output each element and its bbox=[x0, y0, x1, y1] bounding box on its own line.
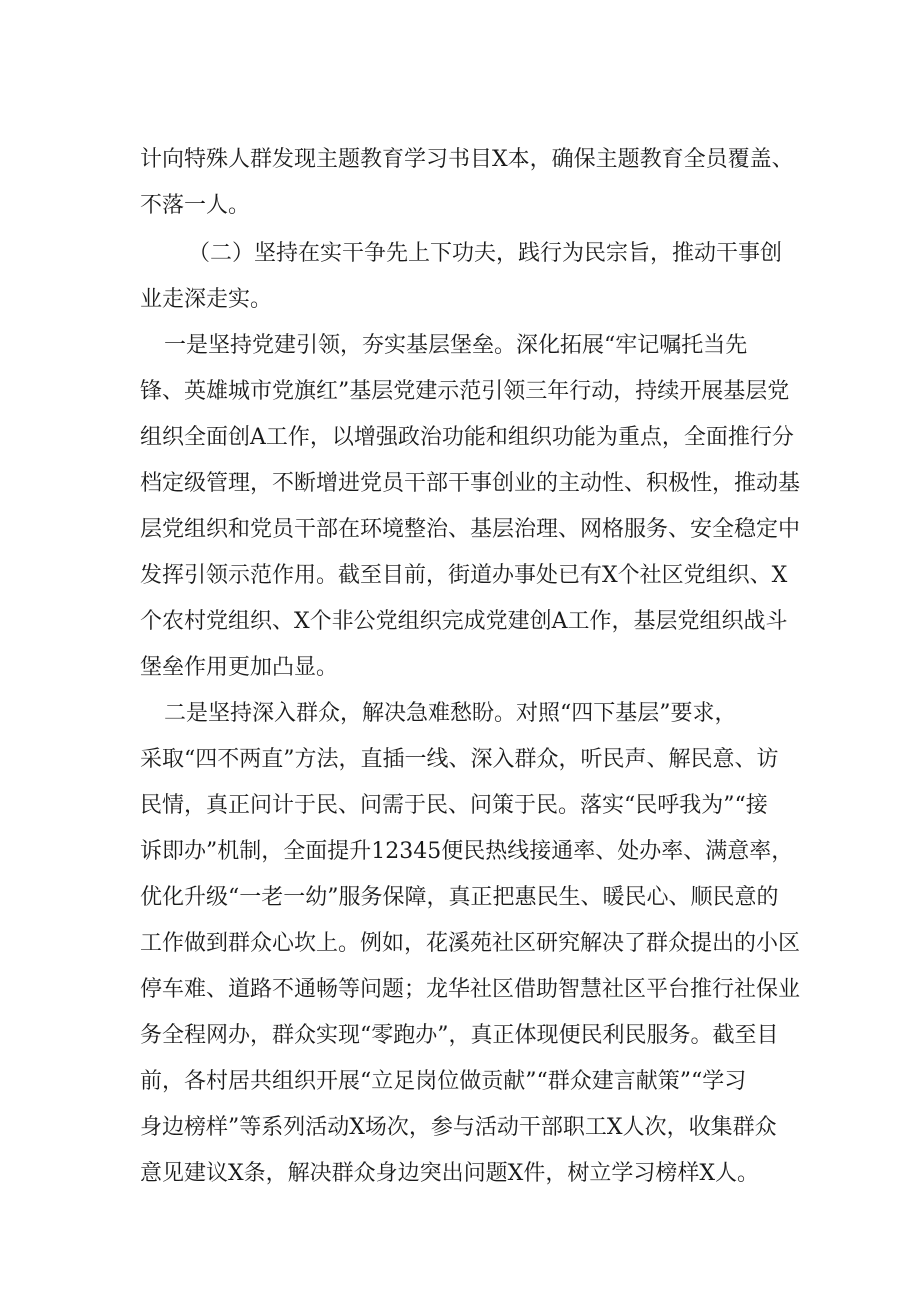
text-line: 采取“四不两直”方法，直插一线、深入群众，听民声、解民意、访 bbox=[140, 747, 779, 772]
text-line: 计向特殊人群发现主题教育学习书目X本，确保主题教育全员覆盖、 bbox=[140, 147, 794, 172]
text-line: 前，各村居共组织开展“立足岗位做贡献”“群众建言献策”“学习 bbox=[140, 1069, 747, 1094]
section-heading-line: 业走深走实。 bbox=[140, 287, 273, 312]
text-line: 意见建议X条，解决群众身边突出问题X件，树立学习榜样X人。 bbox=[140, 1161, 759, 1186]
section-heading-line: （二）坚持在实干争先上下功夫，践行为民宗旨，推动干事创 bbox=[188, 241, 783, 266]
text-line: 发挥引领示范作用。截至目前，街道办事处已有X个社区党组织、X bbox=[140, 563, 788, 588]
text-line: 停车难、道路不通畅等问题；龙华社区借助智慧社区平台推行社保业 bbox=[140, 977, 801, 1002]
text-line: 堡垒作用更加凸显。 bbox=[140, 655, 339, 680]
text-line: 工作做到群众心坎上。例如，花溪苑社区研究解决了群众提出的小区 bbox=[140, 931, 801, 956]
text-line: 组织全面创A工作，以增强政治功能和组织功能为重点，全面推行分 bbox=[140, 425, 794, 450]
text-line: 务全程网办，群众实现“零跑办”，真正体现便民利民服务。截至目 bbox=[140, 1023, 779, 1048]
text-line: 身边榜样”等系列活动X场次，参与活动干部职工X人次，收集群众 bbox=[140, 1115, 777, 1140]
text-line: 档定级管理，不断增进党员干部干事创业的主动性、积极性，推动基 bbox=[140, 471, 801, 496]
text-line: 民情，真正问计于民、问需于民、问策于民。落实“民呼我为”“接 bbox=[140, 793, 768, 818]
text-line: 个农村党组织、X个非公党组织完成党建创A工作，基层党组织战斗 bbox=[140, 609, 788, 634]
text-line: 不落一人。 bbox=[140, 193, 251, 218]
text-line: 层党组织和党员干部在环境整治、基层治理、网格服务、安全稳定中 bbox=[140, 517, 801, 542]
text-line: 二是坚持深入群众，解决急难愁盼。对照“四下基层”要求， bbox=[164, 701, 737, 726]
text-line: 一是坚持党建引领，夯实基层堡垒。深化拓展“牢记嘱托当先 bbox=[164, 333, 748, 358]
text-line: 锋、英雄城市党旗红”基层党建示范引领三年行动，持续开展基层党 bbox=[140, 379, 790, 404]
text-line: 诉即办”机制，全面提升12345便民热线接通率、处办率、满意率， bbox=[140, 839, 794, 864]
text-line: 优化升级“一老一幼”服务保障，真正把惠民生、暖民心、顺民意的 bbox=[140, 885, 779, 910]
